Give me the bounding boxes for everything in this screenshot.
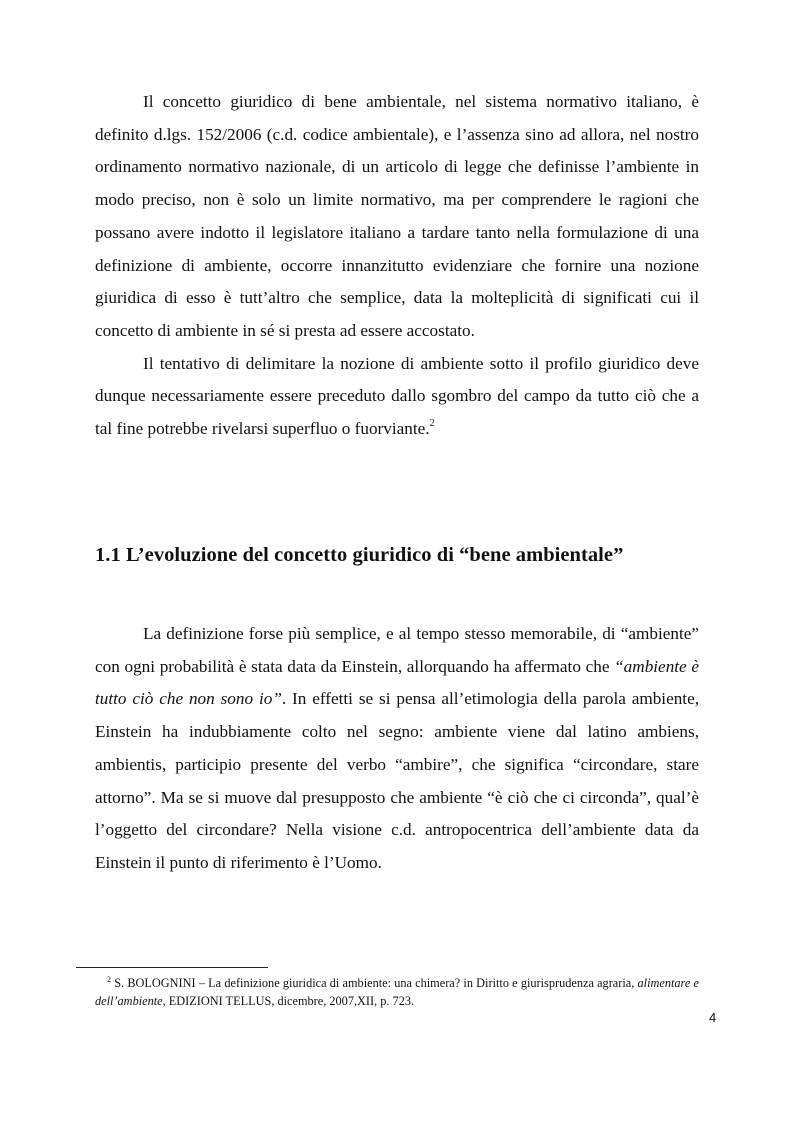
- footnote-text-end: , EDIZIONI TELLUS, dicembre, 2007,XII, p. 723.: [162, 994, 415, 1008]
- intro-text: [95, 86, 699, 446]
- intro-paragraph-1: Il concetto giuridico di bene ambientale, nel sistema normativo italiano, è definito d.lgs. 152/2006 (c.d. codice ambientale), e l’assenza sino ad allora, nel nostro ordinamento normativo nazionale, di un articolo di legge che definisse l’ambiente in modo preciso, non è solo un limite normativo, ma per comprendere le ragioni che possano avere indotto il legislatore italiano a tardare tanto nella formulazione di una definizione di ambiente, occorre innanzitutto evidenziare che fornire una nozione giuridica di esso è tutt’altro che semplice, data la molteplicità di significati cui il concetto di ambiente in sé si presta ad essere accostato.: [95, 92, 699, 340]
- page-number: 4: [709, 1010, 717, 1025]
- einstein-quote: “ambiente è tutto ciò che non sono io”: [95, 656, 699, 709]
- section-text: [95, 618, 699, 880]
- footnote-text-italic: alimentare e dell’ambiente: [95, 976, 699, 1008]
- section-paragraph-1: [95, 618, 699, 880]
- section-heading: 1.1 L’evoluzione del concetto giuridico di “bene ambientale”: [95, 544, 624, 566]
- intro-paragraph-2-text: Il tentativo di delimitare la nozione di ambiente sotto il profilo giuridico deve dunque necessariamente essere preceduto dallo sgombro del campo da tutto ciò che a tal fine potrebbe rivelarsi superfluo o fuorviante.: [95, 353, 699, 439]
- footnote-text-start: S. BOLOGNINI – La definizione giuridica di ambiente: una chimera? in Diritto e giurisprudenza agraria,: [111, 976, 638, 990]
- footnote-separator: [76, 967, 268, 968]
- footnote-reference[interactable]: 2: [429, 418, 435, 430]
- footnote: [95, 974, 699, 1010]
- section-paragraph-1-start: La definizione forse più semplice, e al tempo stesso memorabile, di “ambiente” con ogni probabilità è stata data da Einstein, allorquando ha affermato che: [95, 624, 699, 676]
- footnote-number: 2: [107, 975, 111, 984]
- intro-paragraph-2: [95, 348, 699, 446]
- section-paragraph-1-end: . In effetti se si pensa all’etimologia della parola ambiente, Einstein ha indubbiamente colto nel segno: ambiente viene dal latino ambiens, ambientis, participio presente del verbo “ambire”, che significa “circondare, stare attorno”. Ma se si muove dal presupposto che ambiente “è ciò che ci circonda”, qual’è l’oggetto del circondare? Nella visione c.d. antropocentrica dell’ambiente data da Einstein il punto di riferimento è l’Uomo.: [95, 689, 699, 872]
